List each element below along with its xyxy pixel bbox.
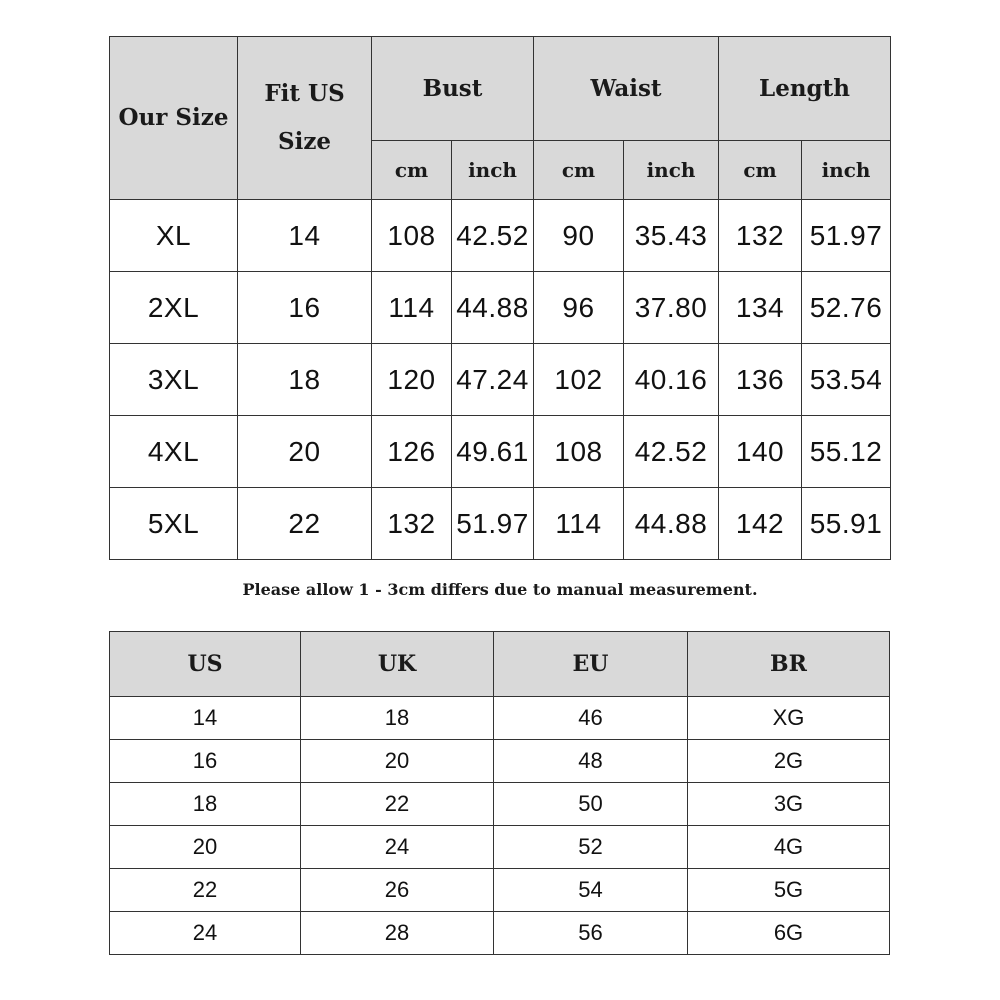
us-size-cell: 20 (238, 416, 372, 488)
eu-cell: 54 (494, 869, 688, 912)
table-row (110, 488, 891, 560)
table-row (110, 272, 891, 344)
br-cell: 4G (688, 826, 890, 869)
eu-cell: 50 (494, 783, 688, 826)
length-cm-cell: 140 (719, 416, 802, 488)
bust-cm-cell: 132 (372, 488, 452, 560)
eu-header: EU (494, 632, 688, 697)
br-cell: 6G (688, 912, 890, 955)
eu-cell: 52 (494, 826, 688, 869)
eu-cell: 48 (494, 740, 688, 783)
size-cell: 2XL (110, 272, 238, 344)
bust-inch-cell: 49.61 (452, 416, 534, 488)
bust-inch-header: inch (452, 141, 534, 200)
length-inch-cell: 55.91 (802, 488, 891, 560)
table-row (110, 783, 890, 826)
br-cell: 2G (688, 740, 890, 783)
waist-cm-cell: 96 (534, 272, 624, 344)
eu-cell: 56 (494, 912, 688, 955)
uk-cell: 26 (301, 869, 494, 912)
eu-cell: 46 (494, 697, 688, 740)
length-cm-cell: 132 (719, 200, 802, 272)
waist-cm-header: cm (534, 141, 624, 200)
waist-cm-cell: 102 (534, 344, 624, 416)
waist-inch-cell: 37.80 (624, 272, 719, 344)
table-row (110, 740, 890, 783)
us-cell: 16 (110, 740, 301, 783)
size-cell: 4XL (110, 416, 238, 488)
bust-inch-cell: 42.52 (452, 200, 534, 272)
waist-cm-cell: 90 (534, 200, 624, 272)
length-cm-cell: 134 (719, 272, 802, 344)
bust-header: Bust (372, 37, 534, 141)
br-cell: 3G (688, 783, 890, 826)
us-size-cell: 14 (238, 200, 372, 272)
length-inch-cell: 51.97 (802, 200, 891, 272)
bust-inch-cell: 44.88 (452, 272, 534, 344)
waist-inch-cell: 42.52 (624, 416, 719, 488)
waist-inch-cell: 44.88 (624, 488, 719, 560)
waist-cm-cell: 114 (534, 488, 624, 560)
fit-us-size-header: Fit US Size (238, 37, 372, 200)
table-row (110, 697, 890, 740)
bust-cm-cell: 108 (372, 200, 452, 272)
br-header: BR (688, 632, 890, 697)
waist-inch-header: inch (624, 141, 719, 200)
bust-cm-cell: 126 (372, 416, 452, 488)
length-inch-cell: 53.54 (802, 344, 891, 416)
uk-header: UK (301, 632, 494, 697)
conversion-header-row (110, 632, 890, 697)
size-cell: 3XL (110, 344, 238, 416)
bust-inch-cell: 51.97 (452, 488, 534, 560)
size-cell: XL (110, 200, 238, 272)
bust-cm-cell: 120 (372, 344, 452, 416)
table-row (110, 869, 890, 912)
size-chart-header-row (110, 37, 891, 141)
us-size-cell: 22 (238, 488, 372, 560)
br-cell: 5G (688, 869, 890, 912)
uk-cell: 24 (301, 826, 494, 869)
us-cell: 18 (110, 783, 301, 826)
our-size-header: Our Size (110, 37, 238, 200)
size-conversion-table (109, 631, 890, 955)
table-row (110, 416, 891, 488)
bust-cm-cell: 114 (372, 272, 452, 344)
measurement-note: Please allow 1 - 3cm differs due to manual measurement. (242, 580, 758, 599)
us-size-cell: 18 (238, 344, 372, 416)
waist-inch-cell: 35.43 (624, 200, 719, 272)
length-inch-cell: 55.12 (802, 416, 891, 488)
us-cell: 24 (110, 912, 301, 955)
us-cell: 22 (110, 869, 301, 912)
waist-cm-cell: 108 (534, 416, 624, 488)
us-header: US (110, 632, 301, 697)
uk-cell: 18 (301, 697, 494, 740)
uk-cell: 20 (301, 740, 494, 783)
length-cm-cell: 142 (719, 488, 802, 560)
uk-cell: 22 (301, 783, 494, 826)
waist-inch-cell: 40.16 (624, 344, 719, 416)
table-row (110, 200, 891, 272)
uk-cell: 28 (301, 912, 494, 955)
br-cell: XG (688, 697, 890, 740)
us-cell: 14 (110, 697, 301, 740)
length-cm-header: cm (719, 141, 802, 200)
table-row (110, 826, 890, 869)
us-size-cell: 16 (238, 272, 372, 344)
size-cell: 5XL (110, 488, 238, 560)
bust-inch-cell: 47.24 (452, 344, 534, 416)
table-row (110, 344, 891, 416)
size-chart-table (109, 36, 891, 560)
length-cm-cell: 136 (719, 344, 802, 416)
length-inch-header: inch (802, 141, 891, 200)
length-header: Length (719, 37, 891, 141)
length-inch-cell: 52.76 (802, 272, 891, 344)
waist-header: Waist (534, 37, 719, 141)
table-row (110, 912, 890, 955)
bust-cm-header: cm (372, 141, 452, 200)
us-cell: 20 (110, 826, 301, 869)
